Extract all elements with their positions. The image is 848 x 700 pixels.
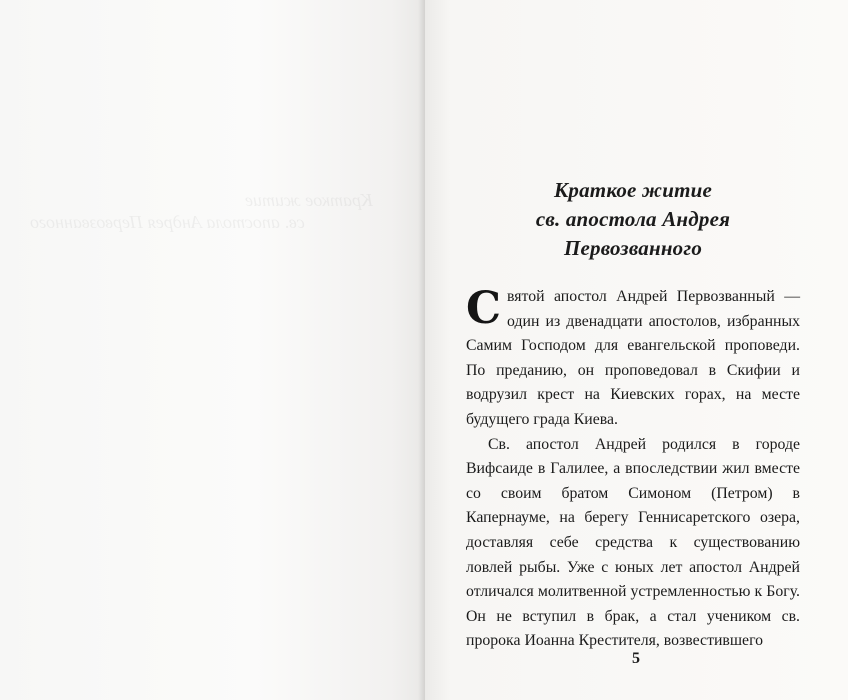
page-content (466, 176, 800, 654)
bleed-through-heading: Краткое житие (245, 190, 373, 210)
chapter-title (466, 176, 800, 263)
body-text (466, 285, 800, 654)
title-line-1: Краткое житие (553, 178, 713, 202)
title-line-2: св. апостола Андрея Первозванного (535, 207, 731, 260)
paragraph-1-text: вятой апостол Андрей Первозванный — один из двенадцати апостолов, избранных Самим Господом для евангельской проповеди. По преданию, он проповедовал в Скифии и водрузил крест на Киевских горах, на месте будущего града Киева. (466, 288, 800, 428)
page-number: 5 (632, 650, 640, 667)
drop-cap: С (466, 283, 502, 334)
bleed-through-subheading: св. апостола Андрея Первозванного (30, 212, 305, 232)
paragraph-1 (466, 285, 800, 433)
paragraph-2: Св. апостол Андрей родился в городе Вифсаиде в Галилее, а впоследствии жил вместе со своим братом Симоном (Петром) в Капернауме, на берегу Геннисаретского озера, доставляя себе средства к существованию ловлей рыбы. Уже с юных лет апостол Андрей отличался молитвенной устремленностью к Богу. Он не вступил в брак, а стал учеником св. пророка Иоанна Крестителя, возвестившего (466, 435, 800, 650)
